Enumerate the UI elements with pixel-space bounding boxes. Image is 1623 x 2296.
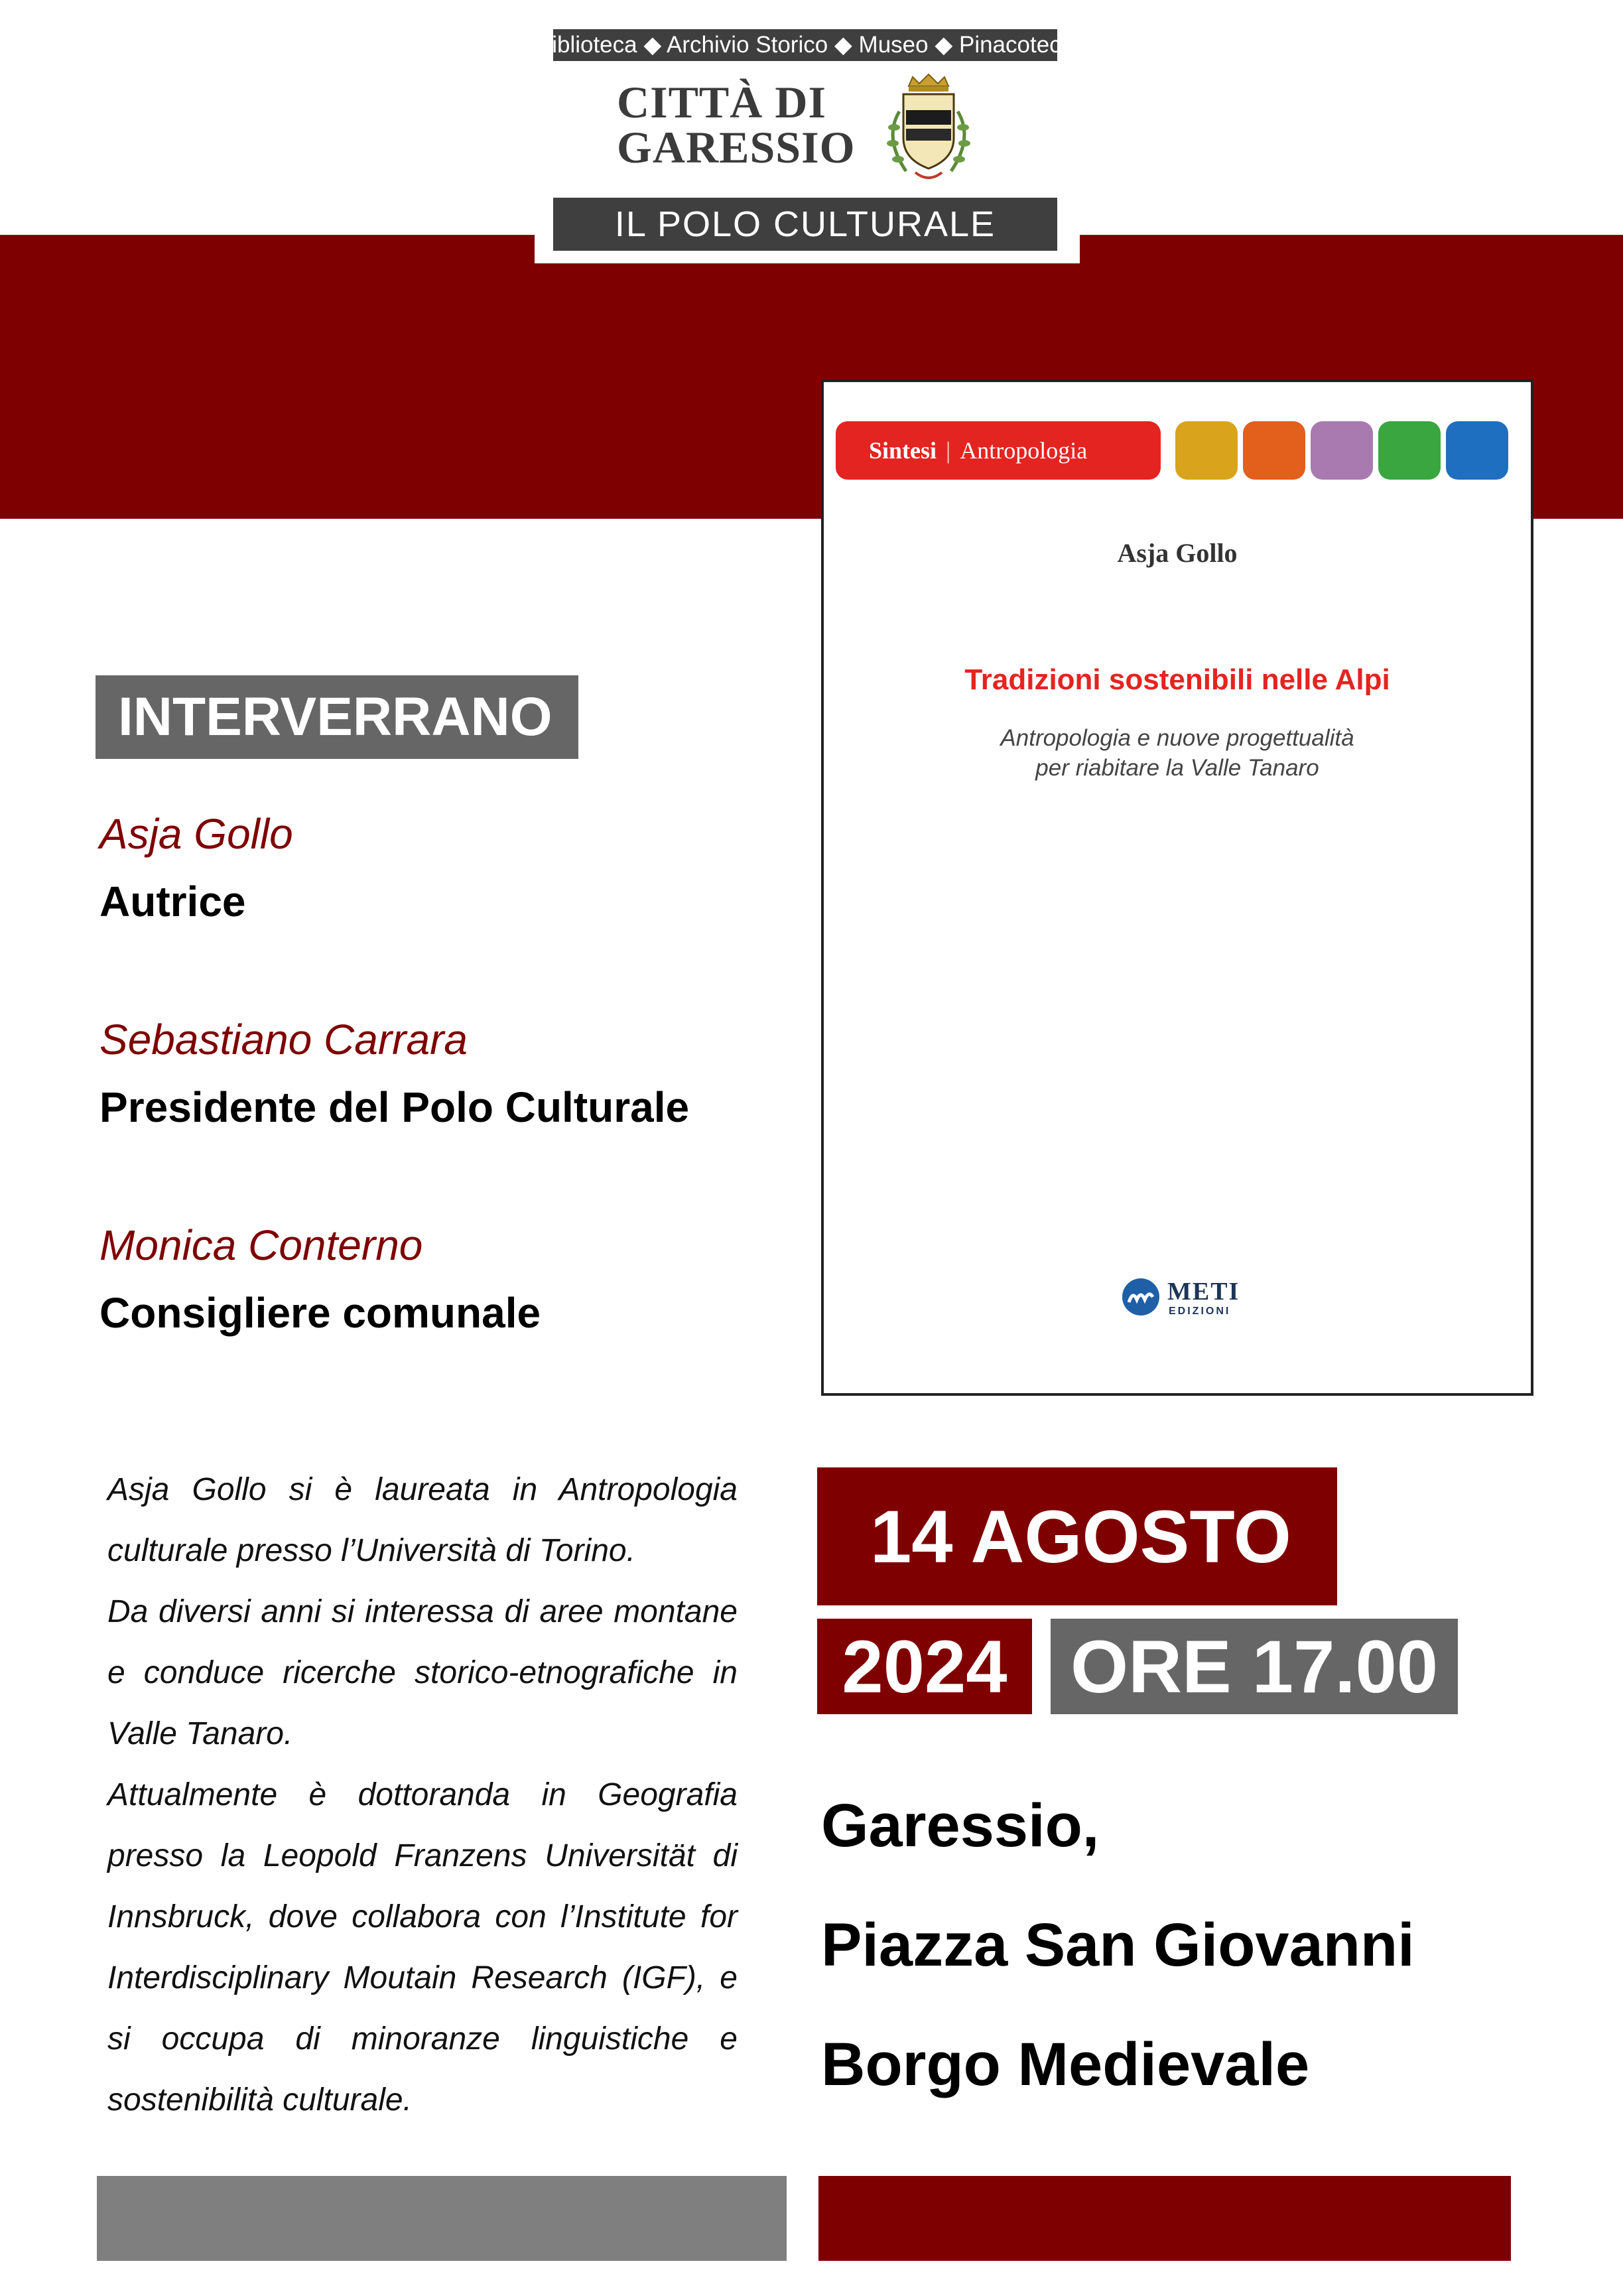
event-date-year: 2024 <box>817 1619 1032 1714</box>
book-subtitle-line-2: per riabitare la Valle Tanaro <box>1035 755 1319 781</box>
footer-grey-bar <box>97 2176 787 2261</box>
event-location-line: Garessio, <box>821 1792 1100 1859</box>
publisher-sub: EDIZIONI <box>1169 1306 1231 1317</box>
book-subtitle-line-1: Antropologia e nuove progettualità <box>1000 725 1354 751</box>
speaker-name: Monica Conterno <box>99 1221 423 1269</box>
bio-paragraph: Da diversi anni si interessa di aree montane e conduce ricerche storico-etnografiche in Valle Tanaro. <box>107 1594 738 1751</box>
event-location-line: Piazza San Giovanni <box>821 1911 1415 1979</box>
city-line-2: GARESSIO <box>617 122 856 172</box>
author-bio <box>107 1459 738 2131</box>
book-cover <box>821 379 1533 1396</box>
series-name: Sintesi <box>869 437 937 464</box>
speaker-role: Presidente del Polo Culturale <box>99 1083 690 1131</box>
series-color-chip <box>1446 421 1508 480</box>
series-topic: Antropologia <box>960 437 1088 464</box>
event-date-day-month: 14 AGOSTO <box>817 1467 1337 1605</box>
speaker-name: Sebastiano Carrara <box>99 1016 468 1063</box>
series-color-chip <box>1175 421 1238 480</box>
speaker-role: Autrice <box>99 878 246 925</box>
event-time: ORE 17.00 <box>1051 1619 1458 1714</box>
series-color-chip <box>1311 421 1373 480</box>
speaker-role: Consigliere comunale <box>99 1289 541 1337</box>
book-author: Asja Gollo <box>1117 538 1238 568</box>
city-name <box>617 77 882 172</box>
speakers-heading: INTERVERRANO <box>96 675 578 759</box>
book-title: Tradizioni sostenibili nelle Alpi <box>964 663 1390 696</box>
bio-paragraph: Asja Gollo si è laureata in Antropologia culturale presso l’Università di Torino. <box>107 1472 738 1568</box>
footer-red-bar <box>818 2176 1511 2261</box>
city-line-1: CITTÀ DI <box>617 77 826 127</box>
series-color-chip <box>1243 421 1305 480</box>
publisher-logo-icon <box>1121 1277 1161 1317</box>
book-subtitle <box>821 723 1533 783</box>
series-separator: | <box>946 437 951 464</box>
publisher-name: METI <box>1167 1278 1240 1306</box>
event-location-line: Borgo Medievale <box>821 2031 1310 2098</box>
polo-culturale-label: IL POLO CULTURALE <box>553 198 1057 251</box>
institutions-label: Biblioteca ◆ Archivio Storico ◆ Museo ◆ Pinacoteca <box>553 29 1057 61</box>
series-color-chip <box>1378 421 1441 480</box>
speaker-name: Asja Gollo <box>99 810 293 858</box>
city-coat-of-arms-icon <box>869 72 988 191</box>
book-series-bar <box>836 421 1161 480</box>
bio-paragraph: Attualmente è dottoranda in Geografia presso la Leopold Franzens Universität di Innsbruck, dove collabora con l’Institute for Interdisciplinary Moutain Research (IGF), e si occupa di minoranze linguistiche e sostenibilità culturale. <box>107 1777 738 2118</box>
